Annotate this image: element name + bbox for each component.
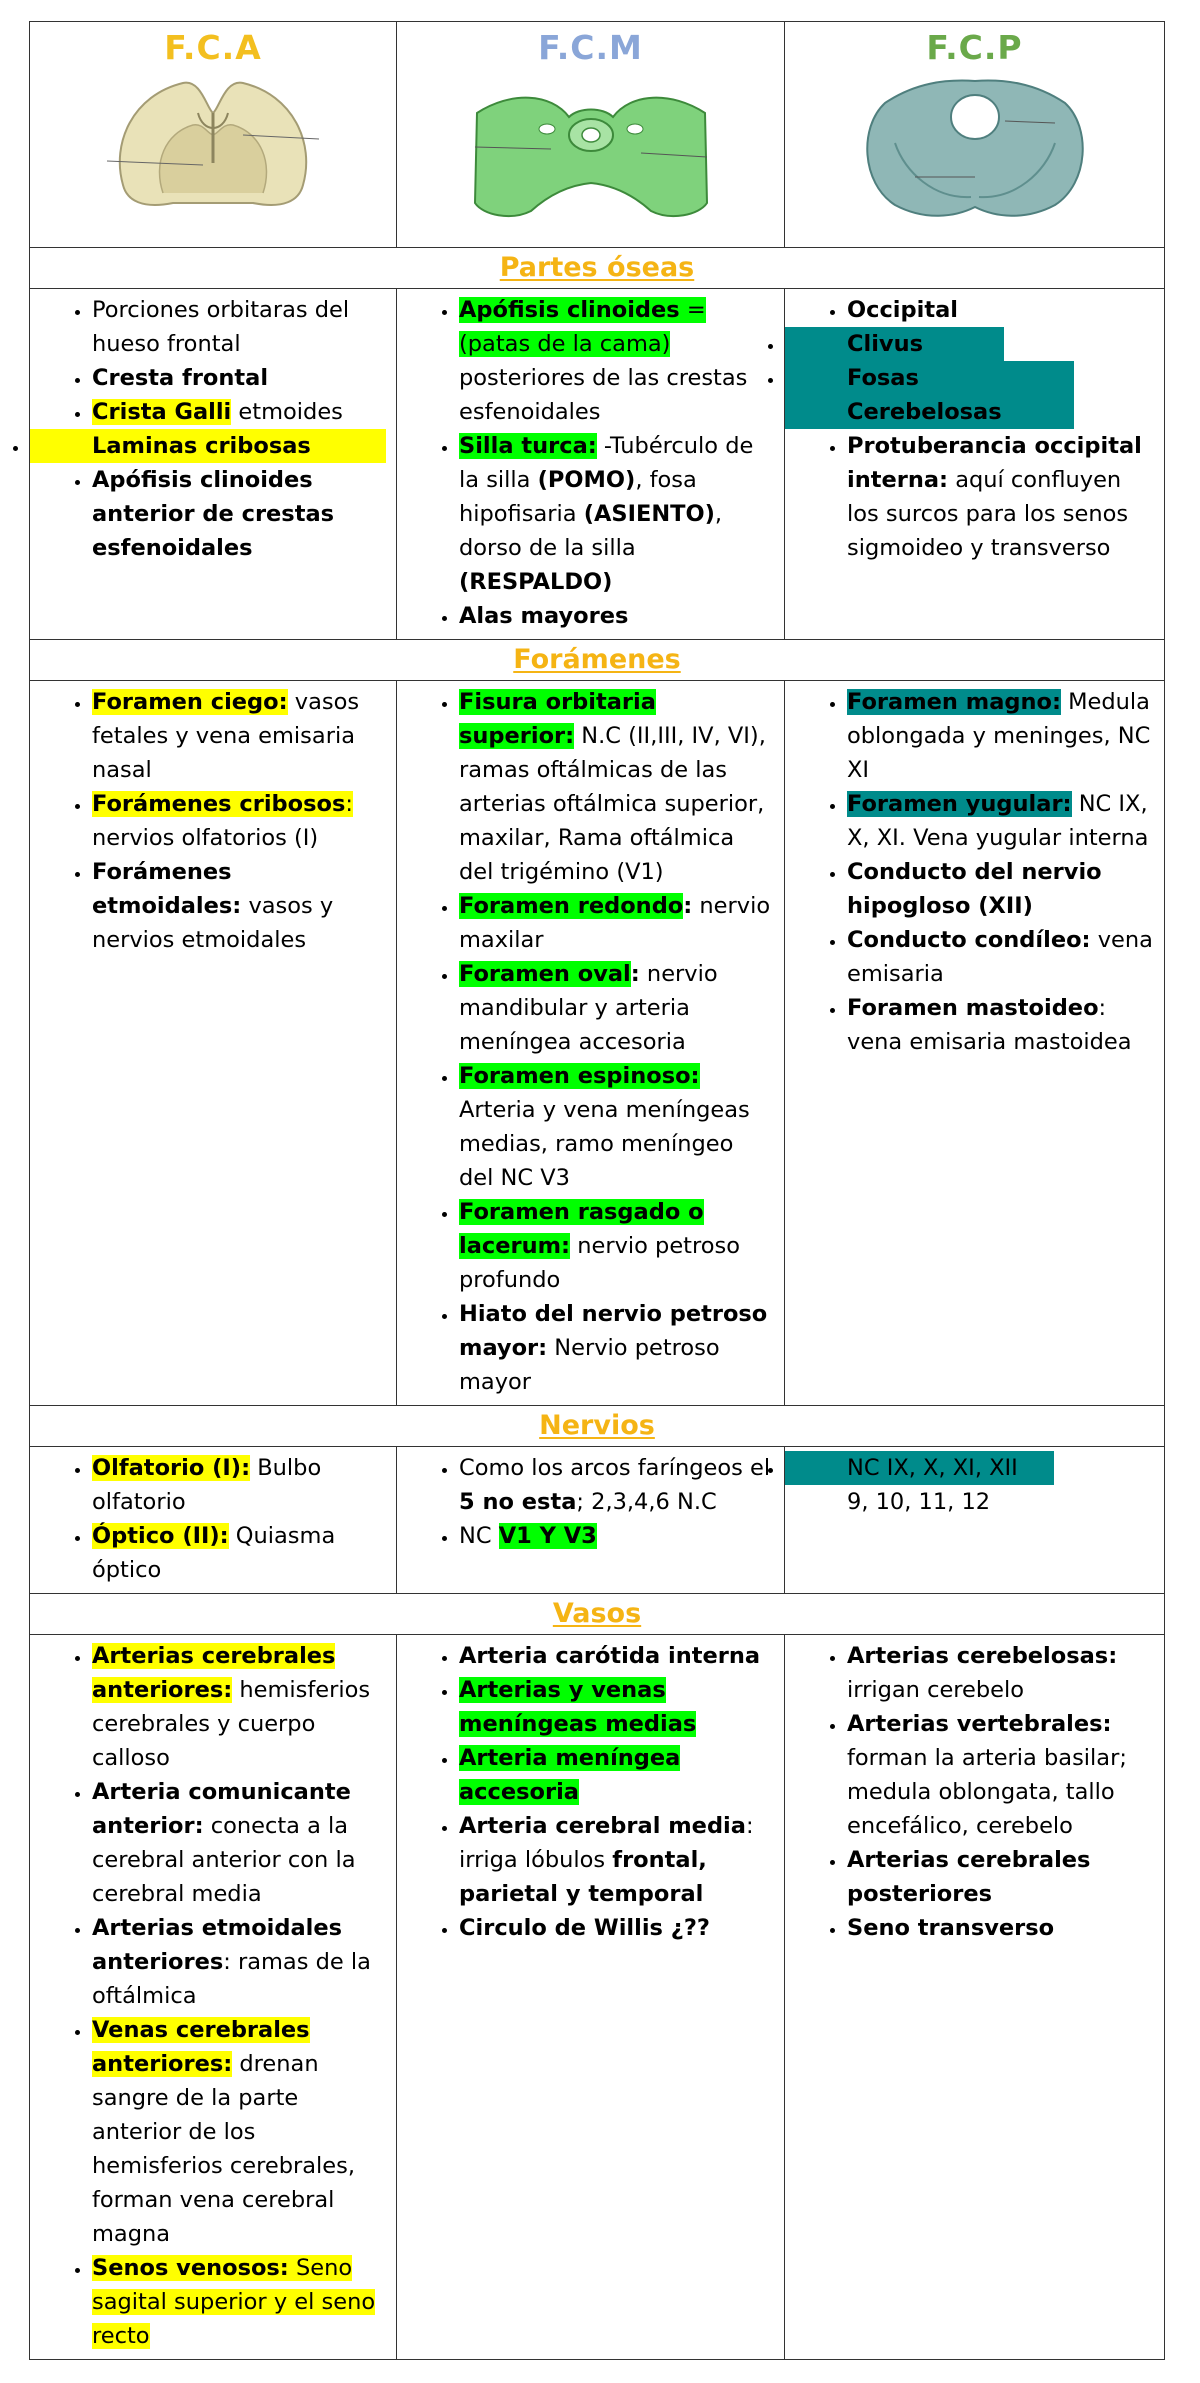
list-item: • Foramen espinoso: Arteria y vena meníngeas medias, ramo meníngeo del NC V3 (459, 1059, 774, 1195)
vasos-col3 (785, 1635, 1165, 2360)
list-item: • NC V1 Y V3 (459, 1519, 774, 1553)
list-item: • NC IX, X, XI, XII (785, 1451, 1054, 1485)
section-title-partes: Partes óseas (30, 248, 1165, 289)
section-title-foramenes: Forámenes (30, 640, 1165, 681)
section-title-vasos: Vasos (30, 1594, 1165, 1635)
list-item: • Conducto condíleo: vena emisaria (847, 923, 1154, 991)
list-item: • Crista Galli etmoides (92, 395, 386, 429)
header-row (30, 22, 1165, 248)
header-cell-fcm (397, 22, 785, 248)
list-item: • Arterias cerebrales posteriores (847, 1843, 1154, 1911)
row-vasos (30, 1635, 1165, 2360)
header-cell-fca (30, 22, 397, 248)
list-item: • Foramen ciego: vasos fetales y vena emisaria nasal (92, 685, 386, 787)
sphenoid-bone-image (471, 73, 711, 223)
list-item: • Arterias y venas meníngeas medias (459, 1673, 774, 1741)
partes-col2 (397, 289, 785, 640)
list-item: • Foramen oval: nervio mandibular y arteria meníngea accesoria (459, 957, 774, 1059)
header-fcp: F.C.P (926, 28, 1023, 67)
list-item: • Arterias vertebrales: forman la arteria basilar; medula oblongata, tallo encefálico, cerebelo (847, 1707, 1154, 1843)
nervios-col1 (30, 1447, 397, 1594)
list-item: • Foramen yugular: NC IX, X, XI. Vena yugular interna (847, 787, 1154, 855)
list-item: • Arteria carótida interna (459, 1639, 774, 1673)
list-item: • Fosas Cerebelosas (785, 361, 1074, 429)
list-item: • Foramen redondo: nervio maxilar (459, 889, 774, 957)
list-item: • Foramen mastoideo: vena emisaria mastoidea (847, 991, 1154, 1059)
list-item: 9, 10, 11, 12 (847, 1489, 991, 1515)
list-item: • Laminas cribosas (30, 429, 386, 463)
foramenes-col3 (785, 681, 1165, 1406)
section-row-foramenes (30, 640, 1165, 681)
vasos-col2 (397, 1635, 785, 2360)
list-item: • Apófisis clinoides anterior de crestas esfenoidales (92, 463, 386, 565)
occipital-bone-image (855, 73, 1095, 223)
list-item: • Forámenes etmoidales: vasos y nervios etmoidales (92, 855, 386, 957)
list-item: • Conducto del nervio hipogloso (XII) (847, 855, 1154, 923)
list-item: • Porciones orbitaras del hueso frontal (92, 293, 386, 361)
list-item: • Arteria comunicante anterior: conecta a la cerebral anterior con la cerebral media (92, 1775, 386, 1911)
header-fca: F.C.A (164, 28, 262, 67)
header-fcm: F.C.M (538, 28, 643, 67)
list-item: • Foramen magno: Medula oblongada y meninges, NC XI (847, 685, 1154, 787)
list-item: • Como los arcos faríngeos el 5 no esta; 2,3,4,6 N.C (459, 1451, 774, 1519)
list-item: • Alas mayores (459, 599, 774, 633)
section-title-nervios: Nervios (30, 1406, 1165, 1447)
list-item: • Arterias cerebelosas: irrigan cerebelo (847, 1639, 1154, 1707)
list-item: • Circulo de Willis ¿?? (459, 1911, 774, 1945)
list-item: • Óptico (II): Quiasma óptico (92, 1519, 386, 1587)
list-item: • Arterias etmoidales anteriores: ramas de la oftálmica (92, 1911, 386, 2013)
list-item: • Foramen rasgado o lacerum: nervio petroso profundo (459, 1195, 774, 1297)
list-item: • Arteria cerebral media: irriga lóbulos frontal, parietal y temporal (459, 1809, 774, 1911)
list-item: • Hiato del nervio petroso mayor: Nervio petroso mayor (459, 1297, 774, 1399)
list-item: • Occipital (847, 293, 1154, 327)
nervios-col2 (397, 1447, 785, 1594)
list-item: • Forámenes cribosos: nervios olfatorios (I) (92, 787, 386, 855)
list-item: • Arteria meníngea accesoria (459, 1741, 774, 1809)
list-item: • Senos venosos: Seno sagital superior y el seno recto (92, 2251, 386, 2353)
header-cell-fcp (785, 22, 1165, 248)
row-nervios (30, 1447, 1165, 1594)
partes-col1 (30, 289, 397, 640)
list-item: • Cresta frontal (92, 361, 386, 395)
comparison-table (29, 21, 1165, 2360)
list-item: • Protuberancia occipital interna: aquí confluyen los surcos para los senos sigmoideo y transverso (847, 429, 1154, 565)
nervios-col3 (785, 1447, 1165, 1594)
partes-col3 (785, 289, 1165, 640)
anterior-fossa-bone-image (103, 73, 323, 221)
foramenes-col1 (30, 681, 397, 1406)
list-item: • Venas cerebrales anteriores: drenan sangre de la parte anterior de los hemisferios cerebrales, forman vena cerebral magna (92, 2013, 386, 2251)
list-item: • Clivus (785, 327, 1004, 361)
row-foramenes (30, 681, 1165, 1406)
list-item: • Seno transverso (847, 1911, 1154, 1945)
section-row-vasos (30, 1594, 1165, 1635)
foramenes-col2 (397, 681, 785, 1406)
row-partes (30, 289, 1165, 640)
list-item: • Fisura orbitaria superior: N.C (II,III, IV, VI), ramas oftálmicas de las arterias oftálmica superior, maxilar, Rama oftálmica del trigémino (V1) (459, 685, 774, 889)
list-item: • Olfatorio (I): Bulbo olfatorio (92, 1451, 386, 1519)
section-row-nervios (30, 1406, 1165, 1447)
list-item: • Silla turca: -Tubérculo de la silla (POMO), fosa hipofisaria (ASIENTO), dorso de la silla (RESPALDO) (459, 429, 774, 599)
list-item: • Apófisis clinoides =(patas de la cama) posteriores de las crestas esfenoidales (459, 293, 774, 429)
section-row-partes (30, 248, 1165, 289)
vasos-col1 (30, 1635, 397, 2360)
list-item: • Arterias cerebrales anteriores: hemisferios cerebrales y cuerpo calloso (92, 1639, 386, 1775)
